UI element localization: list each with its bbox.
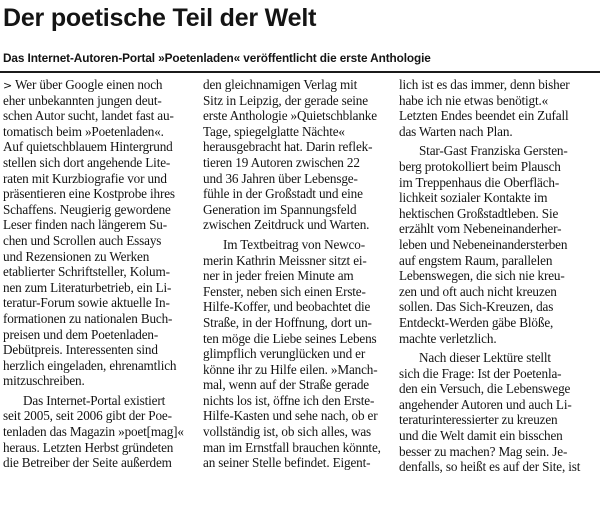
article-subheadline: Das Internet-Autoren-Portal »Poetenladen« veröffentlicht die erste Anthologie [3,51,431,65]
text-line: chen und Scrollen auch Essays [3,232,162,248]
text-line: und die Welt damit ein bisschen [399,428,563,444]
text-line: und 36 Jahren über Lebensge- [203,170,358,186]
text-line: Fenster, neben sich einen Erste- [203,283,366,299]
text-line: tenladen das Magazin »poet[mag]« [3,424,184,440]
text-line: und Rezensionen zu Werken [3,248,150,264]
text-line: habe ich nie etwas benötigt.« [399,92,549,108]
text-line: Nach dieser Lektüre stellt [419,350,551,366]
text-line: merin Kathrin Meissner sitzt ei- [203,252,367,268]
text-line: mal, wenn auf der Straße gerade [203,377,369,393]
text-line: teraturinteressierter zu kreuzen [399,412,558,428]
text-line: Generation im Spannungsfeld [203,201,357,217]
text-line: könne ihr zu Hilfe eilen. »Manch- [203,361,378,377]
text-line: besser zu machen? Mag sein. Je- [399,443,568,459]
text-line: ner in jeder freien Minute am [203,268,354,284]
text-line: preisen und dem Poetenladen- [3,326,159,342]
text-line: teratur-Forum sowie aktuelle In- [3,295,170,311]
text-line: lichkeit sozialer Kontakte im [399,190,548,206]
text-line: zwischen Zeitdruck und Warten. [203,217,370,233]
text-line: man im Ernstfall brauchen könnte, [203,439,381,455]
text-line: raten mit Kurzbiografie vor und [3,170,167,186]
text-line: Debütpreis. Interessenten sind [3,342,158,358]
text-line: sollen. Das Sich-Kreuzen, das [399,299,554,315]
text-line: Straße, in der Hoffnung, dort un- [203,314,372,330]
text-line: Leser finden nach längerem Su- [3,217,167,233]
text-line: Sitz in Leipzig, der gerade seine [203,92,368,108]
text-line: den ein Versuch, die Lebenswege [399,381,571,397]
text-line: den gleichnamigen Verlag mit [203,77,358,92]
text-line: an seiner Stelle befindet. Eigent- [203,455,371,471]
text-line: hektischen Großstadtleben. Sie [399,205,559,221]
text-column-1 [3,77,191,471]
text-line: Schaffens. Neugierig gewordene [3,201,171,217]
text-line: eher unbekannten jungen deut- [3,92,162,108]
text-line: ten möge die Liebe seines Lebens [203,330,377,346]
text-line: tieren 19 Autoren zwischen 22 [203,154,360,170]
text-line: Lebenswegen, die sich nie kreu- [399,268,565,284]
text-line: seit 2005, seit 2006 gibt der Poe- [3,408,172,424]
text-line: präsentieren eine Kostprobe ihres [3,186,175,202]
text-line: schen Autor sucht, landet fast au- [3,108,174,124]
text-line: > Wer über Google einen noch [3,77,163,92]
text-line: vollständig ist, ob sich alles, was [203,424,372,440]
text-line: erzählt vom Nebeneinanderher- [399,221,562,237]
text-line: leben und Nebeneinandersterben [399,236,568,252]
text-line: Das Internet-Portal existiert [23,392,166,408]
text-line: auf engstem Raum, parallelen [399,252,553,268]
text-line: Tage, spiegelglatte Nächte« [203,123,345,139]
lead-marker-icon: > [3,79,13,92]
text-line: das Warten nach Plan. [399,123,513,139]
text-column-3 [399,77,597,475]
text-line: Letzten Endes beendet ein Zufall [399,108,569,124]
text-line: die Betreiber der Seite außerdem [3,455,172,471]
text-line: mitzuschreiben. [3,373,85,389]
text-column-2 [203,77,388,471]
text-line: formationen zu nationalen Buch- [3,310,173,326]
text-line: Entdeckt-Werden gäbe Blöße, [399,314,554,330]
text-line: heraus. Letzten Herbst gründeten [3,439,174,455]
text-line: stellen sich dort angehende Lite- [3,154,171,170]
text-line: denfalls, so heißt es auf der Site, ist [399,459,581,475]
text-line: glimpflich verunglücken und er [203,346,366,362]
text-line: tomatisch beim »Poetenladen«. [3,123,164,139]
text-line: berg protokolliert beim Plausch [399,158,561,174]
text-line: im Treppenhaus die Oberfläch- [399,174,560,190]
headline-divider [0,71,600,73]
text-line: herausgebracht hat. Darin reflek- [203,139,373,155]
text-line: lich ist es das immer, denn bisher [399,77,570,92]
text-line: Auf quietschblauem Hintergrund [3,139,173,155]
text-line: zen und oft auch nicht kreuzen [399,283,557,299]
text-line: Im Textbeitrag von Newco- [223,236,365,252]
article-headline: Der poetische Teil der Welt [3,4,317,32]
text-line: machte verletzlich. [399,330,497,346]
text-line: Star-Gast Franziska Gersten- [419,143,568,159]
text-line: nen zum Literaturbetrieb, ein Li- [3,279,172,295]
text-line: sich die Frage: Ist der Poetenla- [399,365,562,381]
text-line: etablierter Schriftsteller, Kolum- [3,264,170,280]
text-line: nichts los ist, öffne ich den Erste- [203,392,375,408]
text-line: fühle in der Großstadt und eine [203,186,363,202]
text-line: angehender Autoren und auch Li- [399,396,572,412]
text-line: erste Anthologie »Quietschblanke [203,108,377,124]
text-line: Hilfe-Kasten und sehe nach, ob er [203,408,378,424]
text-line: herzlich eingeladen, ehrenamtlich [3,357,177,373]
text-line: Hilfe-Koffer, und beobachtet die [203,299,371,315]
